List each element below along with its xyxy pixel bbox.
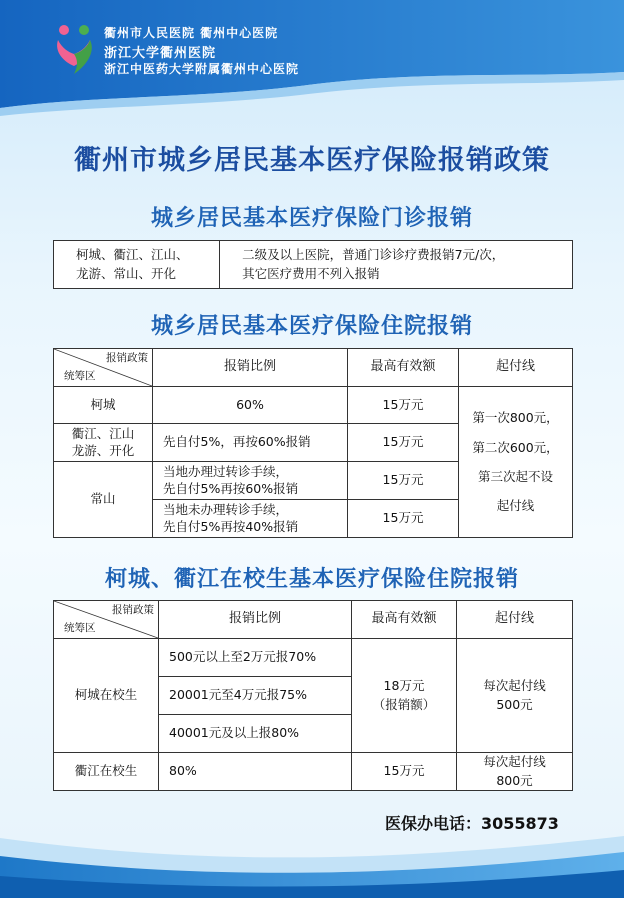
phone-number: 医保办电话：3055873 bbox=[385, 814, 559, 833]
max-cell: 15万元 bbox=[348, 424, 459, 462]
deductible-line: 第一次800元， bbox=[472, 410, 559, 426]
outpatient-table bbox=[53, 240, 573, 289]
region-cell: 衢江、江山 龙游、开化 bbox=[54, 424, 153, 462]
deductible-line: 每次起付线 bbox=[483, 678, 546, 694]
deductible-line: 第二次600元， bbox=[472, 439, 559, 455]
ratio-cell: 80% bbox=[159, 753, 352, 791]
inpatient-table bbox=[53, 348, 573, 538]
max-cell bbox=[352, 639, 457, 753]
hospital-name-1: 衢州市人民医院 衢州中心医院 bbox=[104, 26, 279, 40]
region-cell: 柯城在校生 bbox=[54, 639, 159, 753]
ratio-cell: 500元以上至2万元报70% bbox=[159, 639, 352, 677]
deductible-cell bbox=[457, 639, 573, 753]
outpatient-policy bbox=[220, 241, 573, 289]
bottom-wave-band bbox=[0, 778, 624, 898]
ratio-cell: 20001元至4万元报75% bbox=[159, 677, 352, 715]
diag-top-label: 报销政策 bbox=[112, 604, 154, 616]
max-cell: 15万元 bbox=[348, 387, 459, 424]
deductible-line: 起付线 bbox=[496, 498, 535, 514]
diagonal-header bbox=[54, 601, 159, 639]
ratio-cell: 当地办理过转诊手续， 先自付5%再按60%报销 bbox=[153, 462, 348, 500]
max-line: （报销额） bbox=[372, 696, 436, 712]
max-line: 18万元 bbox=[383, 678, 425, 694]
region-cell: 衢江在校生 bbox=[54, 753, 159, 791]
hospital-name-3: 浙江中医药大学附属衢州中心医院 bbox=[104, 62, 300, 76]
region-cell: 柯城 bbox=[54, 387, 153, 424]
max-cell: 15万元 bbox=[348, 462, 459, 500]
deductible-line: 500元 bbox=[496, 696, 533, 712]
col-max: 最高有效额 bbox=[352, 601, 457, 639]
col-deductible: 起付线 bbox=[459, 349, 573, 387]
deductible-line: 800元 bbox=[496, 772, 533, 788]
col-max: 最高有效额 bbox=[348, 349, 459, 387]
inpatient-heading: 城乡居民基本医疗保险住院报销 bbox=[150, 314, 473, 339]
outpatient-regions bbox=[54, 241, 220, 289]
deductible-line: 第三次起不设 bbox=[477, 469, 553, 484]
col-deductible: 起付线 bbox=[457, 601, 573, 639]
outpatient-region-line: 柯城、衢江、江山、 bbox=[76, 247, 189, 263]
ratio-cell: 当地未办理转诊手续， 先自付5%再按40%报销 bbox=[153, 500, 348, 538]
ratio-cell: 先自付5%，再按60%报销 bbox=[153, 424, 348, 462]
ratio-cell: 60% bbox=[153, 387, 348, 424]
ratio-cell: 40001元及以上报80% bbox=[159, 715, 352, 753]
outpatient-region-line: 龙游、常山、开化 bbox=[76, 265, 177, 281]
deductible-line: 每次起付线 bbox=[483, 754, 546, 770]
outpatient-policy-line: 其它医疗费用不列入报销 bbox=[242, 265, 380, 281]
col-ratio: 报销比例 bbox=[153, 349, 348, 387]
outpatient-heading: 城乡居民基本医疗保险门诊报销 bbox=[150, 206, 473, 231]
region-cell: 常山 bbox=[54, 462, 153, 538]
diag-bottom-label: 统筹区 bbox=[64, 369, 96, 382]
hospital-logo-icon bbox=[52, 22, 98, 78]
page-title: 衢州市城乡居民基本医疗保险报销政策 bbox=[74, 145, 550, 176]
student-table bbox=[53, 600, 573, 791]
col-ratio: 报销比例 bbox=[159, 601, 352, 639]
diag-bottom-label: 统筹区 bbox=[64, 621, 96, 634]
max-cell: 15万元 bbox=[352, 753, 457, 791]
outpatient-policy-line: 二级及以上医院，普通门诊诊疗费报销7元/次， bbox=[242, 247, 505, 263]
deductible-cell bbox=[459, 387, 573, 538]
diag-top-label: 报销政策 bbox=[106, 352, 148, 364]
max-cell: 15万元 bbox=[348, 500, 459, 538]
hospital-name-2: 浙江大学衢州医院 bbox=[104, 46, 217, 61]
student-heading: 柯城、衢江在校生基本医疗保险住院报销 bbox=[104, 567, 519, 592]
diagonal-header bbox=[54, 349, 153, 387]
